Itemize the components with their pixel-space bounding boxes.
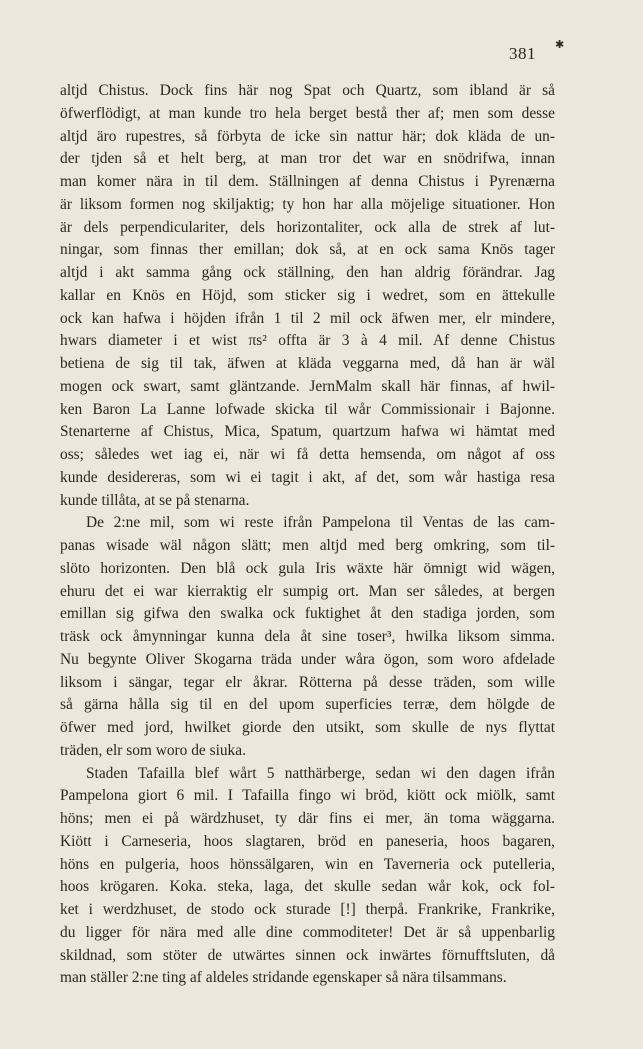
text-line: Nu begynte Oliver Skogarna träda under wåra ögon, som woro afdelade [60, 650, 555, 668]
text-line: kunde tillåta, at se på stenarna. [60, 491, 250, 509]
text-line: ken Baron La Lanne lofwade skicka til wår Commissionair i Bajonne. [60, 400, 555, 418]
text-line: du ligger för nära med alle dine commoditeter! Det är så uppenbarlig [60, 923, 555, 941]
text-line: skildnad, som stöter de utwärtes sinnen ock inwärtes förnufftsluten, då [60, 946, 555, 964]
text-line: hoos krögaren. Koka. steka, laga, det skulle sedan wår kok, ock fol- [60, 878, 555, 896]
text-line: kallar en Knös en Höjd, som sticker sig i wedret, som en ättekulle [60, 286, 555, 304]
text-line: ningar, som finnas ther emillan; dok så, at en ock sama Knös tager [60, 241, 555, 259]
text-line: träden, elr som woro de siuka. [60, 741, 246, 759]
text-line: ehuru det ei war kierraktig elr sumpig ort. Man ser således, at bergen [60, 582, 555, 600]
text-line: träsk ock åmynningar kunna dela åt sine toser³, hwilka liksom simma. [60, 628, 555, 645]
text-line: ket i werdzhuset, de stodo ock sturade [!] therpå. Frankrike, Frankrike, [60, 901, 555, 918]
text-line: Staden Tafailla blef wårt 5 natthärberge, sedan wi den dagen ifrån [86, 764, 555, 782]
text-line: man komer nära in til dem. Ställningen af denna Chistus i Pyrenærna [60, 173, 555, 190]
text-line: Kiött i Carneseria, hoos slagtaren, bröd en paneseria, hoos bagaren, [60, 832, 555, 850]
text-line: Stenarterne af Chistus, Mica, Spatum, quartzum hafwa wi hämtat med [60, 423, 555, 441]
text-line: man ställer 2:ne ting af aldeles stridande egenskaper så nära tilsammans. [60, 969, 507, 987]
body-text [60, 80, 555, 990]
page-mark: ✱ [555, 39, 565, 51]
text-line: öfwer med jord, hwilket giorde den utsikt, som skulle de nys flyttat [60, 719, 555, 736]
text-line: höns en pulgeria, hoos hönssälgaren, win en Taverneria ock putelleria, [60, 855, 555, 873]
text-line: mogen ock swart, samt gläntzande. JernMalm skall här finnas, af hwil- [60, 377, 555, 395]
text-line: öfwerflödigt, at man kunde tro hela berget bestå ther af; men som desse [60, 104, 555, 122]
text-line: så gärna hålla sig til en del upom superficies terræ, dem hölgde de [60, 696, 555, 714]
text-line: ock kan hafwa i höjden ifrån 1 til 2 mil ock äfwen mer, elr mindere, [60, 309, 555, 327]
text-line: altjd Chistus. Dock fins här nog Spat och Quartz, som ibland är så [60, 82, 555, 99]
text-line: altjd i akt samma gång ock ställning, den han aldrig förändrar. Jag [60, 264, 555, 281]
text-line: emillan sig gifwa den swalka ock fuktighet åt den stadiga jorden, som [60, 605, 555, 623]
text-line: Pampelona giort 6 mil. I Tafailla fingo wi bröd, kiött ock miölk, samt [60, 787, 555, 805]
text-line: hwars diameter i et wist πs² offta är 3 à 4 mil. Af denne Chistus [60, 332, 555, 350]
text-line: är liksom formen nog skiljaktig; ty hon har alla möjelige situationer. Hon [60, 195, 555, 213]
text-line: slöto horizonten. Den blå ock gula Iris wäxte här ömnigt wid wägen, [60, 559, 555, 577]
text-line: panas wisade wäl någon slätt; men altjd med berg omkring, som til- [60, 537, 555, 554]
text-line: kunde desidereras, som wi ei tagit i akt, af det, som wår hastiga resa [60, 468, 555, 486]
text-line: höns; men ei på wärdzhuset, ty där fins ei mer, än toma wäggarna. [60, 810, 555, 827]
text-line: betiena de sig til tak, äfwen at kläda veggarna med, då han är wäl [60, 355, 555, 372]
text-line: oss; således wet iag ei, när wi få detta hemsenda, om något af oss [60, 446, 555, 463]
text-line: liksom i sängar, tegar elr åkrar. Rötterna på desse träden, som wille [60, 673, 555, 691]
text-line: De 2:ne mil, som wi reste ifrån Pampelona til Ventas de las cam- [86, 514, 555, 532]
text-line: der tjden så et helt berg, at man tror det war en snödrifwa, innan [60, 150, 555, 168]
page-number: 381 [509, 44, 536, 63]
text-line: altjd äro rupestres, så förbyta de icke sin nattur här; dok kläda de un- [60, 127, 555, 145]
text-line: är dels perpendiculariter, dels horizontaliter, ock alla de strek af lut- [60, 218, 555, 236]
